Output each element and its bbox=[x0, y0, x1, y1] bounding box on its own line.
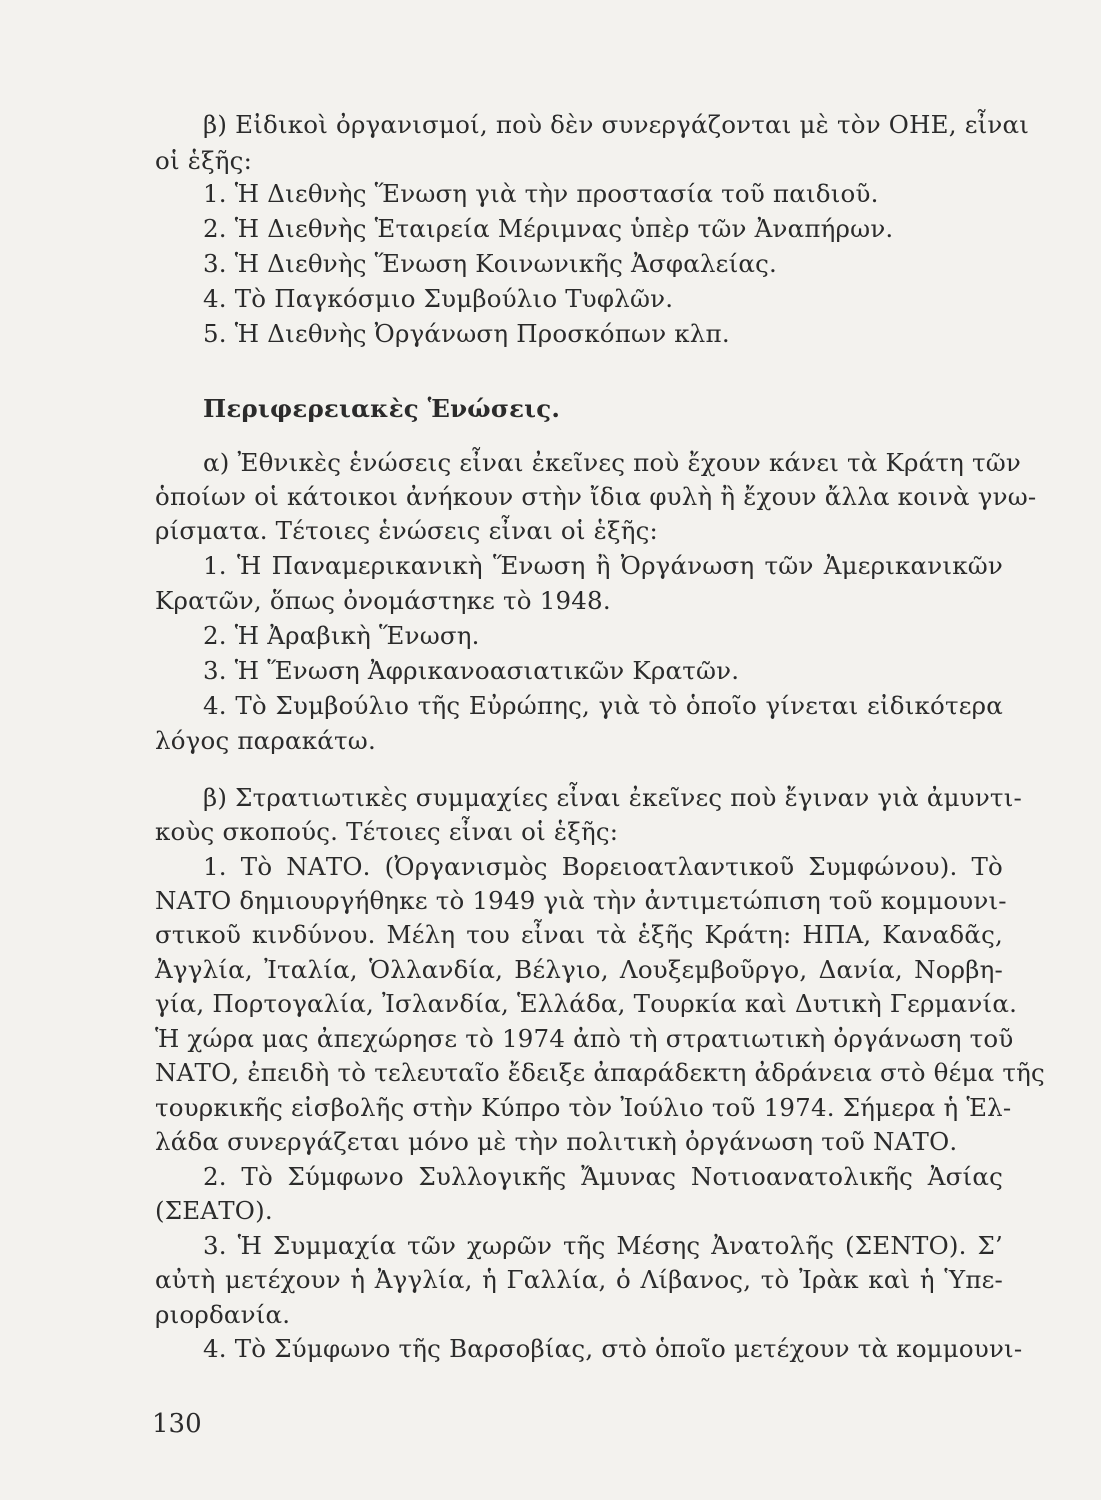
paragraph-line: ρίσματα. Τέτοιες ἑνώσεις εἶναι οἱ ἑξῆς: bbox=[155, 516, 658, 545]
paragraph-line: Ἡ χώρα μας ἀπεχώρησε τὸ 1974 ἀπὸ τὴ στρατιωτικὴ ὀργάνωση τοῦ bbox=[155, 1024, 1014, 1053]
paragraph-line: στικοῦ κινδύνου. Μέλη του εἶναι τὰ ἑξῆς Κράτη: ΗΠΑ, Καναδᾶς, bbox=[155, 920, 1003, 949]
paragraph-line: β) Στρατιωτικὲς συμμαχίες εἶναι ἐκεῖνες ποὺ ἔγιναν γιὰ ἀμυντι- bbox=[203, 783, 1022, 812]
list-item: 2. Ἡ Ἀραβικὴ Ἕνωση. bbox=[203, 621, 480, 650]
list-item-continuation: (ΣΕΑΤΟ). bbox=[155, 1196, 273, 1225]
list-item-continuation: ριορδανία. bbox=[155, 1300, 291, 1329]
paragraph-line: γία, Πορτογαλία, Ἰσλανδία, Ἑλλάδα, Τουρκία καὶ Δυτικὴ Γερμανία. bbox=[155, 989, 1018, 1018]
list-item: 2. Τὸ Σύμφωνο Συλλογικῆς Ἄμυνας Νοτιοανατολικῆς Ἀσίας bbox=[203, 1162, 1003, 1191]
paragraph-line: β) Εἰδικοὶ ὀργανισμοί, ποὺ δὲν συνεργάζονται μὲ τὸν ΟΗΕ, εἶναι bbox=[203, 110, 1030, 139]
list-item: 4. Τὸ Παγκόσμιο Συμβούλιο Τυφλῶν. bbox=[203, 284, 674, 313]
list-item: 5. Ἡ Διεθνὴς Ὀργάνωση Προσκόπων κλπ. bbox=[203, 319, 730, 348]
list-item-continuation: αὐτὴ μετέχουν ἡ Ἀγγλία, ἡ Γαλλία, ὁ Λίβανος, τὸ Ἰρὰκ καὶ ἡ Ὑπε- bbox=[155, 1265, 1003, 1294]
paragraph-line: ΝΑΤΟ, ἐπειδὴ τὸ τελευταῖο ἔδειξε ἀπαράδεκτη ἀδράνεια στὸ θέμα τῆς bbox=[155, 1058, 1045, 1087]
paragraph-line: Ἀγγλία, Ἰταλία, Ὁλλανδία, Βέλγιο, Λουξεμβοῦργο, Δανία, Νορβη- bbox=[155, 955, 1003, 984]
paragraph-line: τουρκικῆς εἰσβολῆς στὴν Κύπρο τὸν Ἰούλιο τοῦ 1974. Σήμερα ἡ Ἑλ- bbox=[155, 1093, 1012, 1122]
paragraph-line: οἱ ἑξῆς: bbox=[155, 146, 253, 175]
list-item-continuation: λόγος παρακάτω. bbox=[155, 726, 376, 755]
list-item: 4. Τὸ Συμβούλιο τῆς Εὐρώπης, γιὰ τὸ ὁποῖο γίνεται εἰδικότερα bbox=[203, 691, 1003, 720]
paragraph-line: ΝΑΤΟ δημιουργήθηκε τὸ 1949 γιὰ τὴν ἀντιμετώπιση τοῦ κομμουνι- bbox=[155, 886, 1007, 915]
list-item-continuation: Κρατῶν, ὅπως ὀνομάστηκε τὸ 1948. bbox=[155, 586, 611, 615]
list-item: 1. Τὸ ΝΑΤΟ. (Ὀργανισμὸς Βορειοατλαντικοῦ Συμφώνου). Τὸ bbox=[203, 852, 1003, 881]
list-item: 4. Τὸ Σύμφωνο τῆς Βαρσοβίας, στὸ ὁποῖο μετέχουν τὰ κομμουνι- bbox=[203, 1334, 1023, 1363]
paragraph-line: α) Ἐθνικὲς ἑνώσεις εἶναι ἐκεῖνες ποὺ ἔχουν κάνει τὰ Κράτη τῶν bbox=[203, 448, 1022, 477]
paragraph-line: λάδα συνεργάζεται μόνο μὲ τὴν πολιτικὴ ὀργάνωση τοῦ ΝΑΤΟ. bbox=[155, 1127, 958, 1156]
section-heading: Περιφερειακὲς Ἑνώσεις. bbox=[203, 394, 561, 423]
list-item: 3. Ἡ Διεθνὴς Ἕνωση Κοινωνικῆς Ἀσφαλείας. bbox=[203, 249, 778, 278]
list-item: 3. Ἡ Ἕνωση Ἀφρικανοασιατικῶν Κρατῶν. bbox=[203, 656, 740, 685]
paragraph-line: κοὺς σκοπούς. Τέτοιες εἶναι οἱ ἑξῆς: bbox=[155, 817, 619, 846]
list-item: 3. Ἡ Συμμαχία τῶν χωρῶν τῆς Μέσης Ἀνατολῆς (ΣΕΝΤΟ). Σ’ bbox=[203, 1231, 1003, 1260]
page-number: 130 bbox=[152, 1409, 202, 1439]
paragraph-line: ὁποίων οἱ κάτοικοι ἀνήκουν στὴν ἴδια φυλὴ ἢ ἔχουν ἄλλα κοινὰ γνω- bbox=[155, 482, 1037, 511]
list-item: 1. Ἡ Διεθνὴς Ἕνωση γιὰ τὴν προστασία τοῦ παιδιοῦ. bbox=[203, 179, 879, 208]
list-item: 2. Ἡ Διεθνὴς Ἑταιρεία Μέριμνας ὑπὲρ τῶν Ἀναπήρων. bbox=[203, 214, 894, 243]
list-item: 1. Ἡ Παναμερικανικὴ Ἕνωση ἢ Ὀργάνωση τῶν Ἀμερικανικῶν bbox=[203, 551, 1003, 580]
